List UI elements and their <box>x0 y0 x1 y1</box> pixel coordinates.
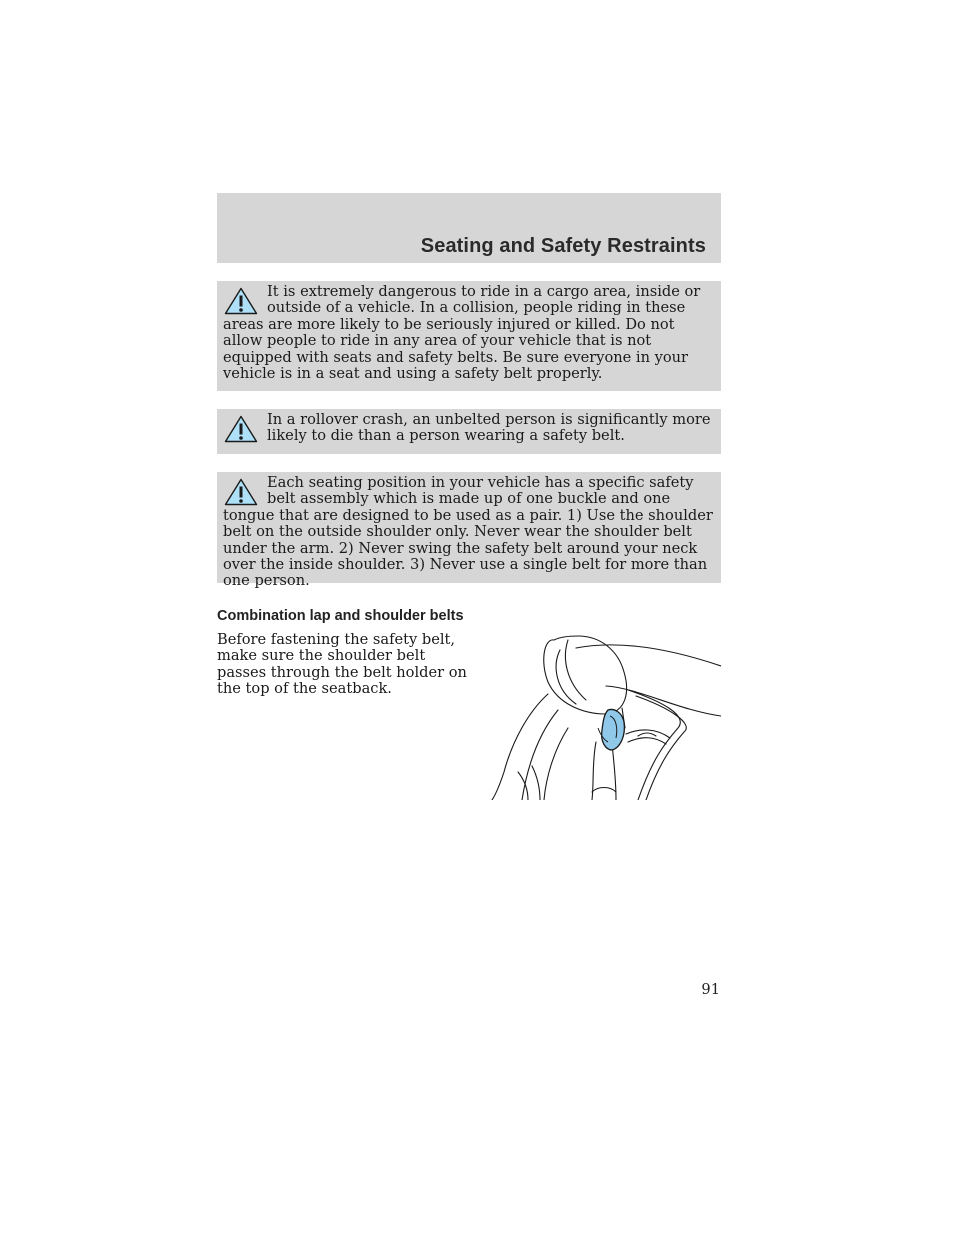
warning-text: It is extremely dangerous to ride in a cargo area, inside or outside of a vehicle. In a collision, people riding in these areas are more likely to be seriously injured or killed. Do not allow people to ride in any area of your vehicle that is not equipped with seats and safety belts. Be sure everyone in your vehicle is in a seat and using a safety belt properly. <box>223 283 701 383</box>
warning-box-seating-position <box>217 472 721 590</box>
page-header <box>217 193 721 263</box>
warning-text: In a rollover crash, an unbelted person is significantly more likely to die than a person wearing a safety belt. <box>267 411 711 445</box>
section-body: Before fastening the safety belt, make sure the shoulder belt passes through the belt holder on the top of the seatback. <box>217 631 467 698</box>
warning-text: Each seating position in your vehicle has a specific safety belt assembly which is made up of one buckle and one tongue that are designed to be used as a pair. 1) Use the shoulder belt on the outside shoulder only. Never wear the shoulder belt under the arm. 2) Never swing the safety belt around your neck over the inside shoulder. 3) Never use a single belt for more than one person. <box>223 474 713 590</box>
warning-box-rollover <box>217 409 721 454</box>
warning-triangle-icon <box>224 287 258 315</box>
warning-triangle-icon <box>224 415 258 443</box>
page-number: 91 <box>701 981 720 998</box>
header-title: Seating and Safety Restraints <box>420 235 706 257</box>
section-heading: Combination lap and shoulder belts <box>217 608 464 624</box>
warning-box-cargo <box>217 281 721 391</box>
warning-triangle-icon <box>224 478 258 506</box>
seatbelt-holder-illustration <box>488 632 721 800</box>
